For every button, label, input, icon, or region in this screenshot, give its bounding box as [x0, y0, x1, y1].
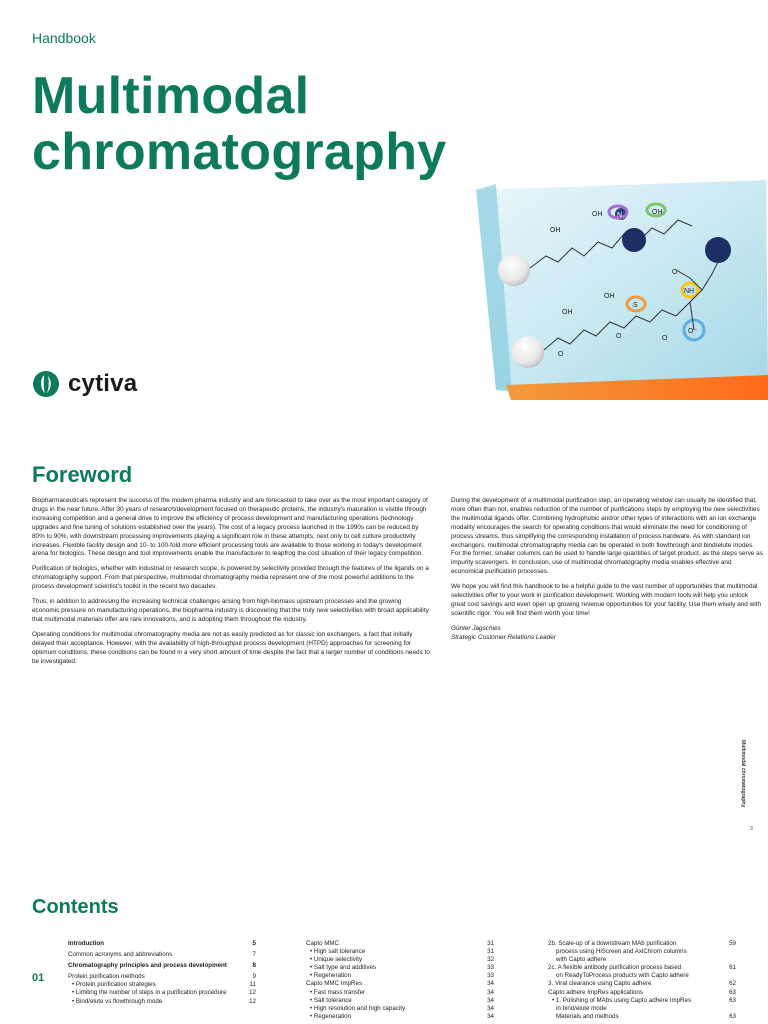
toc-entry[interactable]: [548, 997, 736, 1005]
toc-entry[interactable]: [68, 951, 256, 959]
title-line-2: chromatography: [32, 123, 447, 181]
document-title: [32, 68, 447, 180]
bead-bottom: [512, 336, 544, 368]
toc-entry-page: 63: [729, 996, 736, 1004]
contents-heading: Contents: [32, 896, 119, 918]
toc-entry[interactable]: [548, 980, 736, 988]
toc-entry-label: • Limiting the number of steps in a purification procedure: [68, 989, 227, 997]
toc-entry-page: 12: [249, 989, 256, 997]
toc-entry[interactable]: [548, 948, 736, 956]
toc-entry-page: 34: [487, 1012, 494, 1020]
toc-entry-page: 32: [487, 956, 494, 964]
toc-entry-label: Introduction: [68, 940, 105, 947]
toc-entry[interactable]: [68, 981, 256, 989]
toc-entry-page: 9: [252, 973, 256, 981]
toc-entry-label: Capto MMC: [306, 940, 340, 947]
toc-entry-page: 31: [487, 940, 494, 947]
toc-entry-page: 34: [487, 1004, 494, 1012]
toc-entry-label: • 1. Polishing of MAbs using Capto adhere ImpRes: [548, 997, 691, 1005]
atom-label: O: [672, 269, 678, 276]
toc-entry-label: with Capto adhere: [556, 956, 607, 964]
foreword-paragraph: Purification of biologics, whether with industrial or research scope, is powered by selectivity provided through the features of the ligands on a chromatography support. From that perspective, multimodal chromatography media represent one of the most powerful additions to the process development scientist's toolkit in the recent two decades.: [32, 565, 429, 591]
toc-entry[interactable]: [306, 997, 494, 1005]
atom-label: O: [558, 351, 564, 358]
toc-entry[interactable]: [68, 940, 256, 948]
toc-entry-page: 31: [487, 948, 494, 956]
toc-entry-page: 61: [729, 964, 736, 972]
signature-title: Strategic Customer Relations Leader: [451, 633, 556, 641]
atom-label: OH: [592, 211, 603, 218]
atom-label: OH: [550, 227, 561, 234]
atom-label: O: [616, 333, 622, 340]
toc-entry[interactable]: [548, 956, 736, 964]
toc-entry-label: • Protein purification strategies: [68, 981, 156, 989]
atom-label: OH: [604, 293, 615, 300]
foreword-paragraph: Thus, in addition to addressing the increasing technical challenges arising from high-biomass upstream processes and the growing economic pressure on manufacturing operations, the biopharma industry is discovering that the truly new selectivities with broad applicability that multimodal materials offer are rare innovations, and is adopting them throughout the industry.: [32, 598, 429, 623]
toc-entry-page: 59: [729, 940, 736, 947]
toc-entry-label: • Bind/elute vs flowthrough mode: [68, 998, 162, 1006]
toc-entry-page: 8: [252, 962, 256, 970]
toc-entry-page: 34: [487, 980, 494, 988]
toc-entry[interactable]: [548, 940, 736, 948]
toc-entry-page: 7: [252, 951, 256, 959]
toc-entry[interactable]: [306, 940, 494, 948]
signature-name: Günter Jagschies: [451, 624, 501, 632]
title-line-1: Multimodal: [32, 67, 310, 125]
toc-entry[interactable]: [68, 973, 256, 981]
toc-entry-label: • High salt tolerance: [306, 948, 365, 956]
toc-entry-page: 62: [729, 980, 736, 988]
toc-entry[interactable]: [306, 972, 494, 980]
toc-entry-page: 34: [487, 996, 494, 1004]
toc-entry-page: 11: [249, 981, 256, 989]
toc-entry[interactable]: [306, 989, 494, 997]
toc-column-2: [306, 940, 494, 1021]
toc-entry-label: Chromatography principles and process development: [68, 962, 227, 970]
document-type-label: Handbook: [32, 30, 96, 46]
toc-entry[interactable]: [306, 956, 494, 964]
toc-entry-label: • Salt type and additives: [306, 964, 376, 972]
atom-label: N: [617, 212, 623, 219]
toc-entry[interactable]: [306, 1005, 494, 1013]
toc-entry[interactable]: [68, 962, 256, 970]
chapter-number: 01: [32, 972, 45, 984]
toc-column-3: [548, 940, 736, 1021]
foreword-left-column: [32, 497, 430, 672]
toc-entry[interactable]: [68, 998, 256, 1006]
toc-entry-page: 5: [252, 940, 256, 947]
toc-entry-label: process using HiScreen and AxiChrom columns: [556, 948, 687, 956]
toc-entry-label: 2b. Scale-up of a downstream MAb purification: [548, 940, 677, 947]
atom-label: O: [662, 335, 668, 342]
toc-entry-label: in bind/elute mode: [556, 1004, 607, 1012]
foreword-heading: Foreword: [32, 462, 133, 487]
foreword-paragraph: Biopharmaceuticals represent the success of the modern pharma industry and are forecasted to take over as the most important category of drugs in the near future. After 30 years of research/development focused on therapeutic proteins, the industry's maturation is visible through increasing competition and a general drive to improve the efficiency of process development and manufacturing operations (technology upgrades and fine tuning of solutions established over the years). The cost of a legacy process launched in the 1990s can be reduced by 80% to 90%, with downstream processing improvements playing a significant role in these attempts, next only to cell culture productivity increases. Flexible facility design and 10- to 100-fold more efficient processing tools are available to those working in today's development arena for biologics. These design and tool improvements enable the manufacturer to leapfrog the cost situation of their legacy competition.: [32, 497, 428, 558]
brand-logo: [32, 370, 137, 398]
foreword-paragraph: Operating conditions for multimodal chromatography media are not as easily predicted as for classic ion exchangers, a fact that initially delayed their acceptance. However, with the availability of high-throughput process development (HTPD) approaches for screening for optimum conditions, these conditions can be found in a very short amount of time despite the fact that a larger number of conditions needs to be investigated.: [32, 630, 430, 665]
toc-entry[interactable]: [548, 1005, 736, 1013]
toc-entry[interactable]: [548, 1013, 736, 1021]
atom-label: S: [633, 302, 638, 309]
foreword-right-column: [451, 497, 763, 643]
toc-entry-page: 33: [487, 964, 494, 972]
toc-entry[interactable]: [68, 989, 256, 997]
toc-column-1: [68, 940, 256, 1006]
toc-entry-label: • Salt tolerance: [306, 997, 352, 1005]
toc-entry[interactable]: [306, 1013, 494, 1021]
toc-entry-page: 12: [249, 997, 256, 1005]
atom-label: O⁻: [688, 328, 698, 335]
page-number: 3: [750, 826, 753, 832]
brand-name: cytiva: [68, 370, 138, 397]
toc-entry-page: 34: [487, 988, 494, 996]
atom-label: OH: [562, 309, 573, 316]
foreword-paragraph: We hope you will find this handbook to be a helpful guide to the vast number of opportunities that multimodal selectivities offer to your work in purification development. Working with modern tools will help you unlock great cost savings and even open up growing revenue opportunities for your facility. Use them wisely and with scientific rigor. You will find them worth your time!: [451, 583, 761, 617]
cytiva-logo-icon: [32, 370, 60, 398]
toc-entry[interactable]: [548, 972, 736, 980]
toc-entry-label: • High resolution and high capacity: [306, 1005, 405, 1013]
atom-label: NH: [684, 288, 695, 295]
toc-entry[interactable]: [548, 964, 736, 972]
toc-entry-label: Capto adhere ImpRes applications: [548, 988, 643, 996]
foreword-paragraph: During the development of a multimodal purification step, an operating window can usually be identified that, more often than not, enables reduction of the number of purifications steps by employing the new selectivities the multimodal ligands offer. Combining hydrophobic and/or other types of interactions with an ion exchange modality encourages the search for operating conditions that would eliminate the need for conditioning of process streams, thus simplifying the corresponding installation of process hardware. As with standard ion exchangers, multimodal chromatography media can be operated in both flowthrough and bind/elute modes. For the former, smaller columns can be used to handle large quantities of target product, as the steps serve as impurity scavengers. In conclusion, use of multimodal chromatography media enables effective and economical purification processes.: [451, 497, 763, 576]
toc-entry-label: Protein purification methods: [68, 973, 145, 981]
toc-entry-label: Capto MMC ImpRes: [306, 980, 363, 988]
toc-entry-page: 63: [729, 1012, 736, 1020]
aromatic-ring-top: [622, 228, 646, 252]
toc-entry-label: • Regeneration: [306, 1013, 351, 1021]
toc-entry-label: 2c. A flexible antibody purification process based: [548, 964, 682, 972]
toc-entry[interactable]: [548, 989, 736, 997]
toc-entry-page: 33: [487, 972, 494, 980]
toc-entry-page: 63: [729, 988, 736, 996]
toc-entry-label: • Fast mass transfer: [306, 989, 365, 997]
molecule-illustration: [466, 170, 768, 400]
toc-entry[interactable]: [306, 980, 494, 988]
toc-entry[interactable]: [306, 948, 494, 956]
atom-label: OH: [652, 209, 663, 216]
aromatic-ring-right: [705, 237, 731, 263]
toc-entry-label: • Regeneration: [306, 972, 351, 980]
running-header-vertical: Multimodal chromatography: [740, 740, 746, 808]
bead-top: [498, 254, 530, 286]
toc-entry-label: on ReadyToProcess products with Capto adhere: [556, 972, 689, 980]
toc-entry-label: 3. Viral clearance using Capto adhere: [548, 980, 652, 988]
toc-entry-label: Materials and methods: [556, 1012, 619, 1020]
toc-entry-label: • Unique selectivity: [306, 956, 362, 964]
toc-entry-label: Common acronyms and abbreviations: [68, 951, 173, 959]
toc-entry[interactable]: [306, 964, 494, 972]
